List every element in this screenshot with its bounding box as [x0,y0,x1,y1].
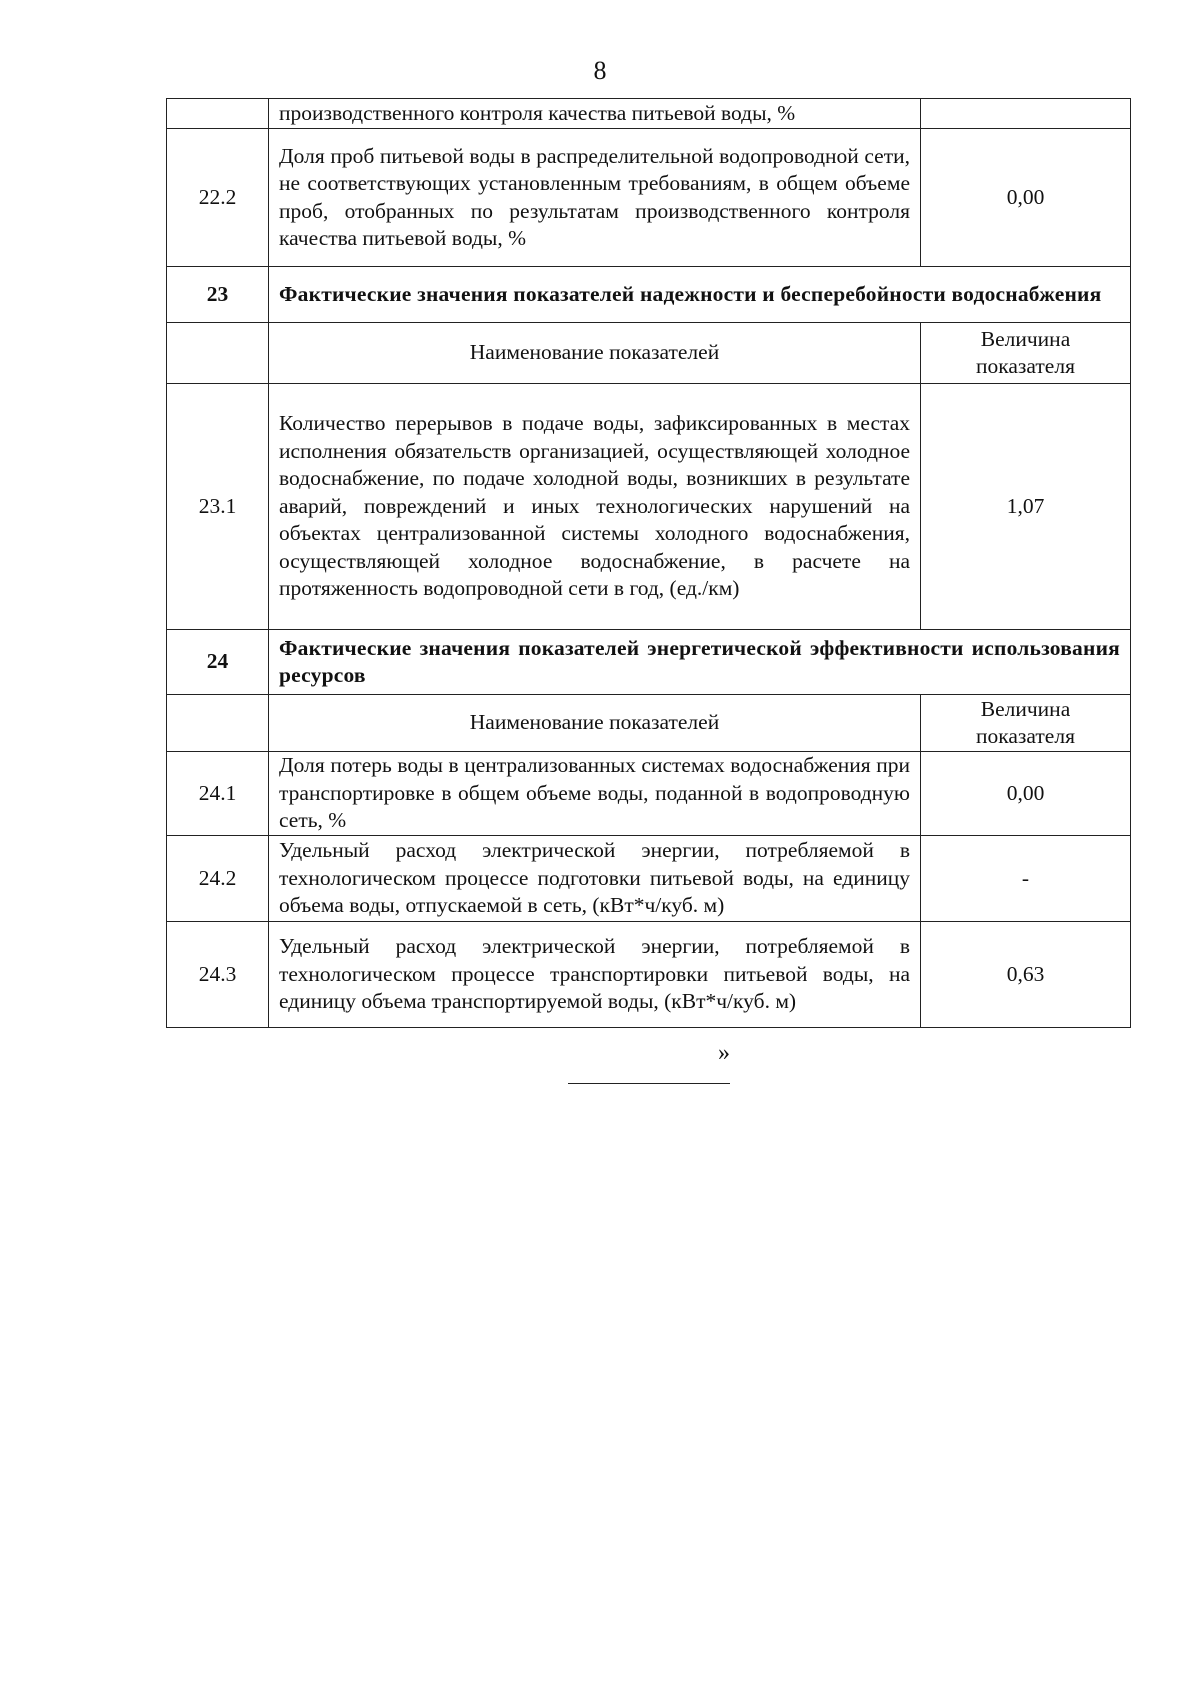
row-number: 24.3 [167,922,269,1028]
header-empty-cell [167,695,269,752]
header-indicator-value: Величина показателя [921,695,1131,752]
indicator-text: Количество перерывов в подаче воды, зафиксированных в местах исполнения обязательств организацией, осуществляющей холодное водоснабжение, по подаче холодной воды, возникших в результате аварий, повреждений и иных технологических нарушений на объектах централизованной системы холодного водоснабжения, осуществляющей холодное водоснабжение, в расчете на протяженность водопроводной сети в год, (ед./км) [269,384,921,630]
header-empty-cell [167,323,269,384]
indicator-value [921,99,1131,129]
indicator-value: 0,00 [921,752,1131,836]
indicator-text: Доля проб питьевой воды в распределительной водопроводной сети, не соответствующих установленным требованиям, в общем объеме проб, отобранных по результатам производственного контроля качества питьевой воды, % [269,129,921,267]
row-number: 22.2 [167,129,269,267]
indicator-value: - [921,836,1131,922]
page-number: 8 [593,56,607,85]
section-number: 23 [167,267,269,323]
header-row-23 [167,323,1131,384]
section-title: Фактические значения показателей энергетической эффективности использования ресурсов [269,630,1131,695]
table-row-23-1 [167,384,1131,630]
indicators-table [166,98,1131,1028]
indicator-text: Доля потерь воды в централизованных системах водоснабжения при транспортировке в общем объеме воды, поданной в водопроводную сеть, % [269,752,921,836]
row-number [167,99,269,129]
row-number: 23.1 [167,384,269,630]
indicator-text: производственного контроля качества питьевой воды, % [269,99,921,129]
header-indicator-name: Наименование показателей [269,695,921,752]
section-number: 24 [167,630,269,695]
table-row-24-2 [167,836,1131,922]
header-row-24 [167,695,1131,752]
table-row-24-1 [167,752,1131,836]
section-title: Фактические значения показателей надежности и бесперебойности водоснабжения [269,267,1131,323]
indicator-text: Удельный расход электрической энергии, потребляемой в технологическом процессе транспортировки питьевой воды, на единицу объема транспортируемой воды, (кВт*ч/куб. м) [269,922,921,1028]
table-row-22-2 [167,129,1131,267]
row-number: 24.2 [167,836,269,922]
section-row-23 [167,267,1131,323]
closing-quote: » [718,1040,730,1066]
table-row-continuation [167,99,1131,129]
table-row-24-3 [167,922,1131,1028]
section-row-24 [167,630,1131,695]
indicator-value: 1,07 [921,384,1131,630]
indicator-value: 0,63 [921,922,1131,1028]
row-number: 24.1 [167,752,269,836]
end-divider-line [568,1083,730,1084]
indicator-value: 0,00 [921,129,1131,267]
header-indicator-name: Наименование показателей [269,323,921,384]
header-indicator-value: Величина показателя [921,323,1131,384]
indicator-text: Удельный расход электрической энергии, потребляемой в технологическом процессе подготовки питьевой воды, на единицу объема воды, отпускаемой в сеть, (кВт*ч/куб. м) [269,836,921,922]
